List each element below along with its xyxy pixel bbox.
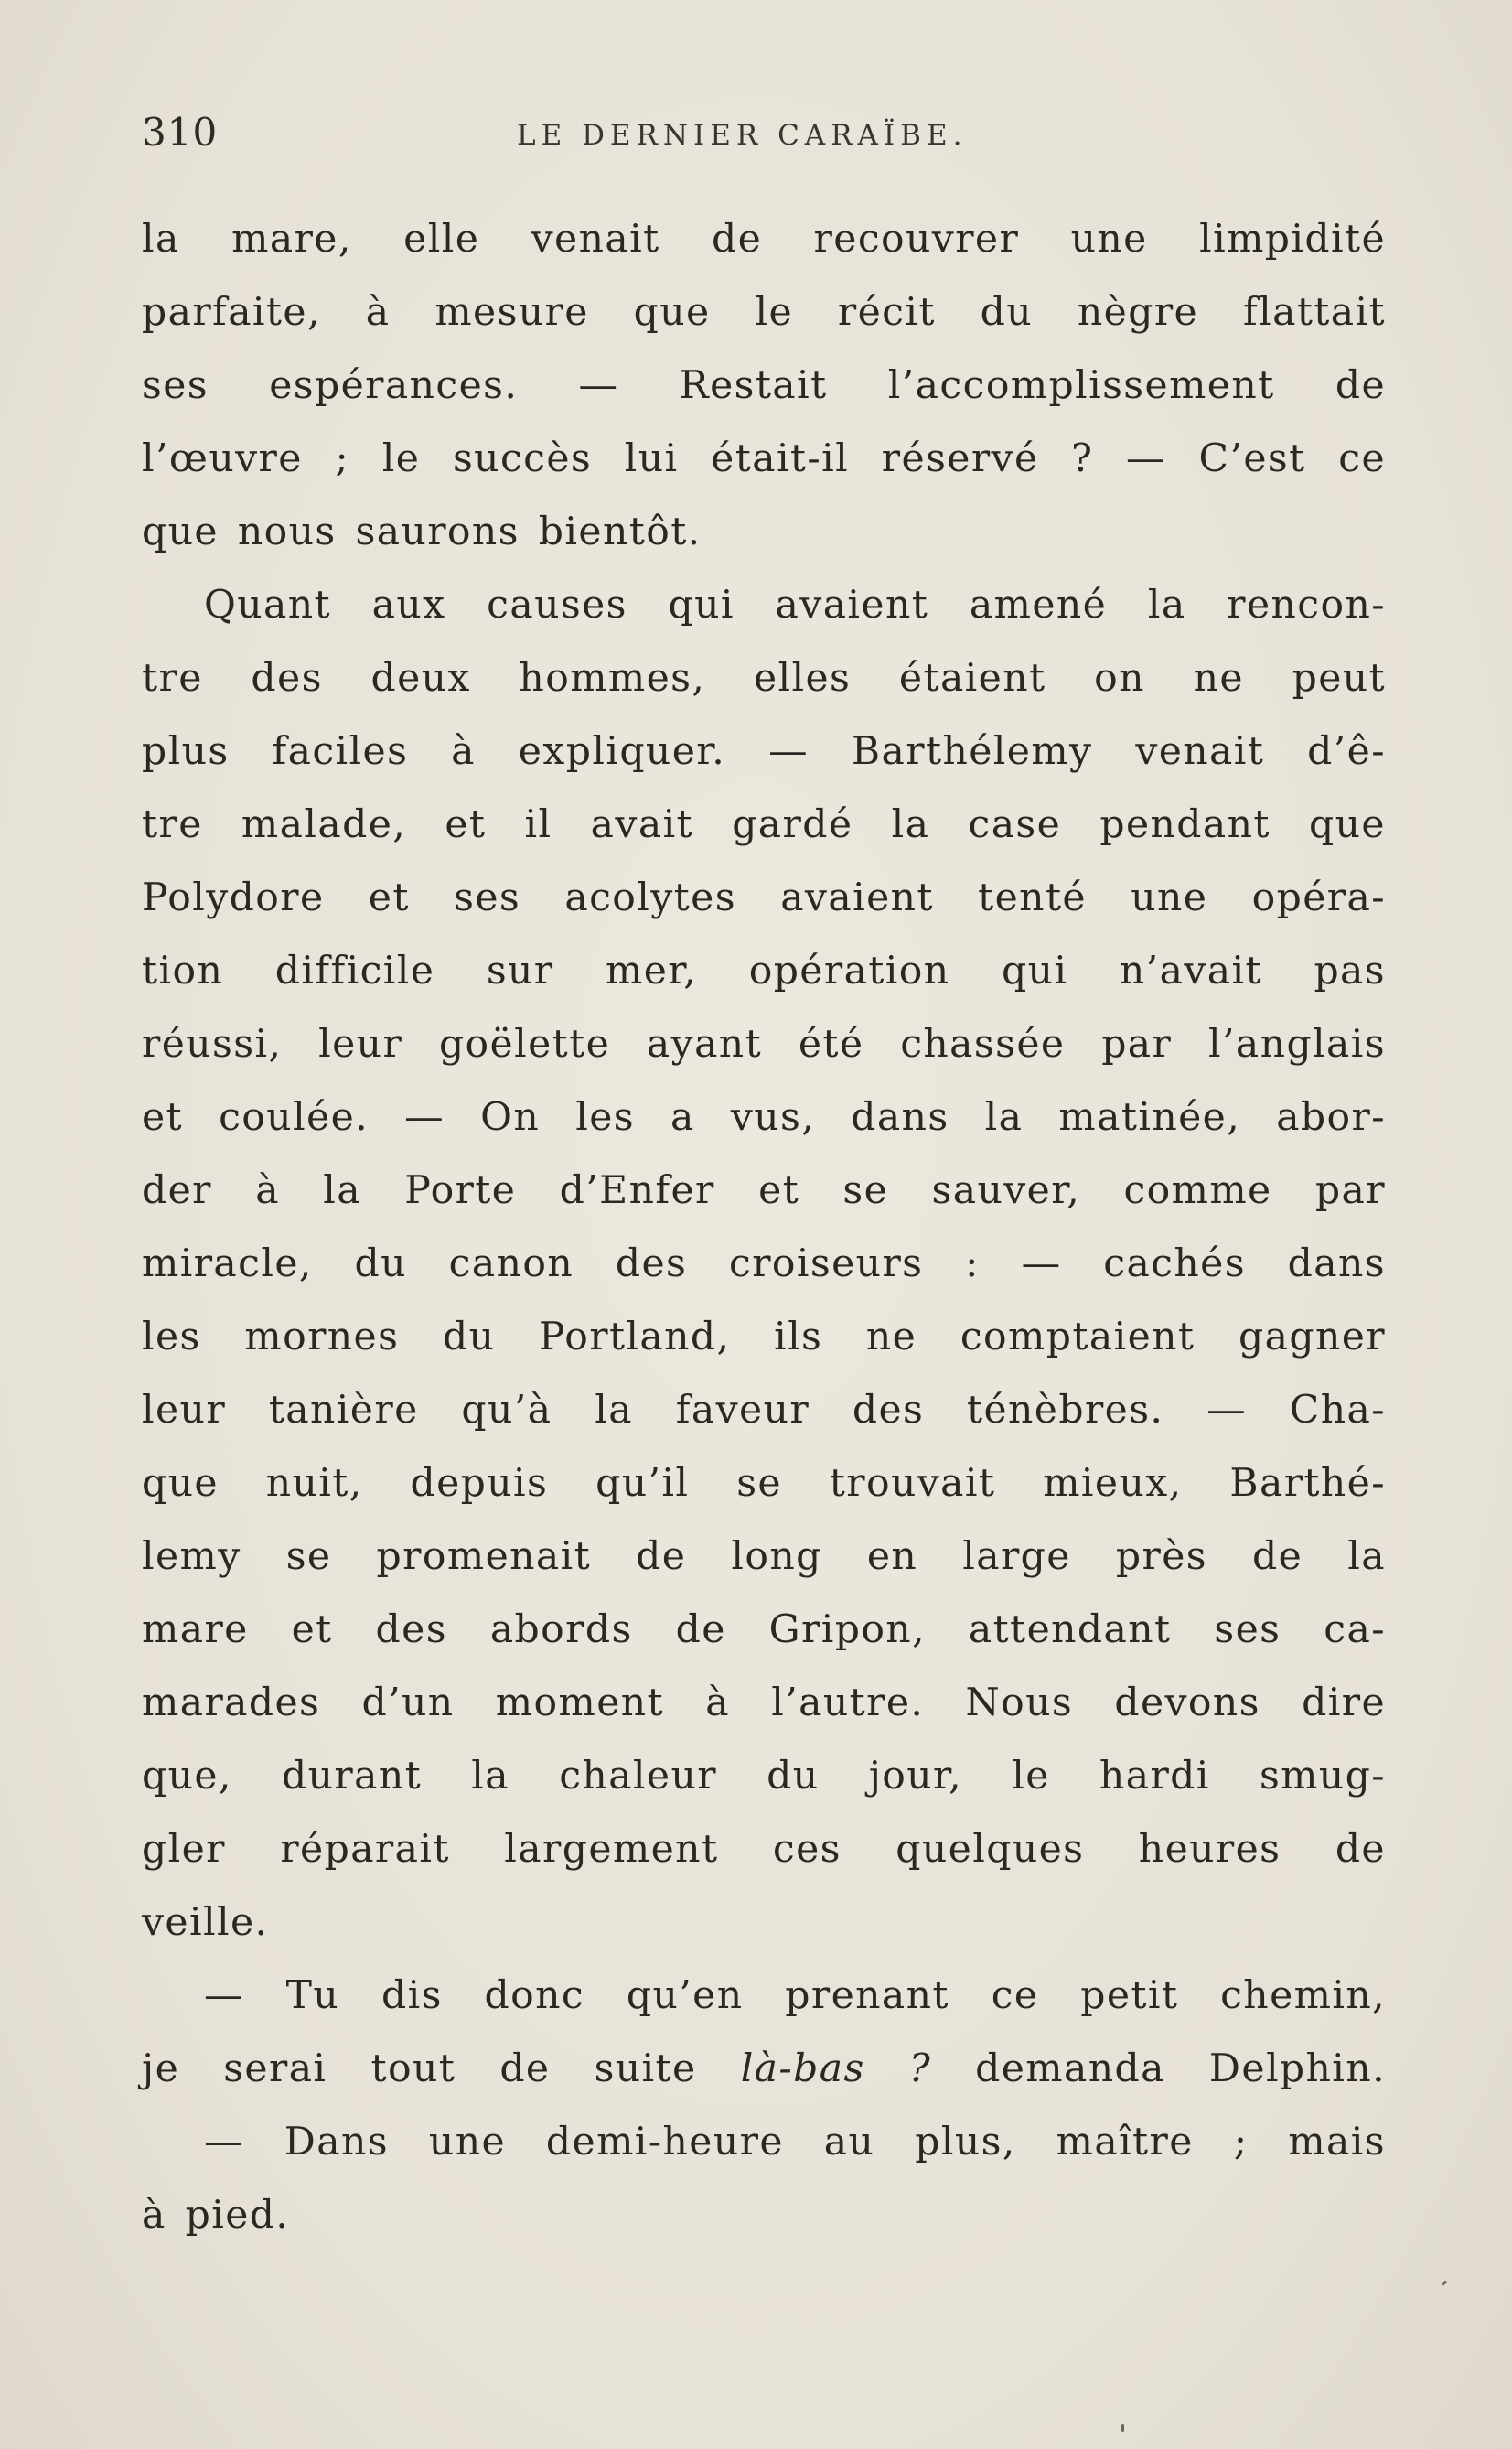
text-line: Polydore et ses acolytes avaient tenté une opéra- bbox=[142, 875, 1386, 920]
text-line: que nuit, depuis qu’il se trouvait mieux, Barthé- bbox=[142, 1461, 1386, 1506]
text-line: les mornes du Portland, ils ne comptaient gagner bbox=[142, 1315, 1386, 1359]
text-line: lemy se promenait de long en large près de la bbox=[142, 1534, 1386, 1579]
text-line: que, durant la chaleur du jour, le hardi smug- bbox=[142, 1754, 1386, 1799]
text-line: veille. bbox=[142, 1900, 269, 1945]
paper-speck bbox=[1442, 2280, 1447, 2285]
text-segment: demanda Delphin. bbox=[975, 2046, 1386, 2091]
page-number: 310 bbox=[142, 110, 219, 155]
text-line: marades d’un moment à l’autre. Nous devons dire bbox=[142, 1681, 1386, 1725]
text-line: ses espérances. — Restait l’accomplissement de bbox=[142, 363, 1386, 408]
text-segment: je serai tout de suite bbox=[142, 2046, 697, 2091]
paper-speck bbox=[1121, 2424, 1124, 2432]
running-head bbox=[142, 110, 1395, 165]
text-line: mare et des abords de Gripon, attendant ses ca- bbox=[142, 1607, 1386, 1652]
text-line: leur tanière qu’à la faveur des ténèbres. — Cha- bbox=[142, 1388, 1386, 1433]
text-line: tion difficile sur mer, opération qui n’avait pas bbox=[142, 949, 1386, 994]
running-title: LE DERNIER CARAÏBE. bbox=[517, 119, 968, 152]
text-line: tre malade, et il avait gardé la case pendant que bbox=[142, 802, 1386, 847]
text-line: parfaite, à mesure que le récit du nègre flattait bbox=[142, 290, 1386, 335]
italic-text: là-bas ? bbox=[740, 2046, 932, 2091]
text-line: l’œuvre ; le succès lui était-il réservé ? — C’est ce bbox=[142, 436, 1386, 481]
text-line: gler réparait largement ces quelques heures de bbox=[142, 1827, 1386, 1872]
text-line: et coulée. — On les a vus, dans la matinée, abor- bbox=[142, 1095, 1386, 1140]
body-text bbox=[142, 203, 1386, 2252]
text-line: réussi, leur goëlette ayant été chassée par l’anglais bbox=[142, 1022, 1386, 1067]
text-line: plus faciles à expliquer. — Barthélemy venait d’ê- bbox=[142, 729, 1386, 774]
text-line: que nous saurons bientôt. bbox=[142, 510, 702, 554]
text-line: — Tu dis donc qu’en prenant ce petit chemin, bbox=[204, 1973, 1386, 2018]
text-line: miracle, du canon des croiseurs : — cachés dans bbox=[142, 1241, 1386, 1286]
text-line: à pied. bbox=[142, 2193, 290, 2238]
text-line: tre des deux hommes, elles étaient on ne peut bbox=[142, 656, 1386, 701]
text-line: — Dans une demi-heure au plus, maître ; mais bbox=[204, 2120, 1386, 2164]
text-line-with-italic bbox=[142, 2033, 1386, 2106]
text-line: la mare, elle venait de recouvrer une limpidité bbox=[142, 217, 1386, 262]
text-line: der à la Porte d’Enfer et se sauver, comme par bbox=[142, 1168, 1386, 1213]
text-line: Quant aux causes qui avaient amené la rencon- bbox=[204, 583, 1386, 628]
